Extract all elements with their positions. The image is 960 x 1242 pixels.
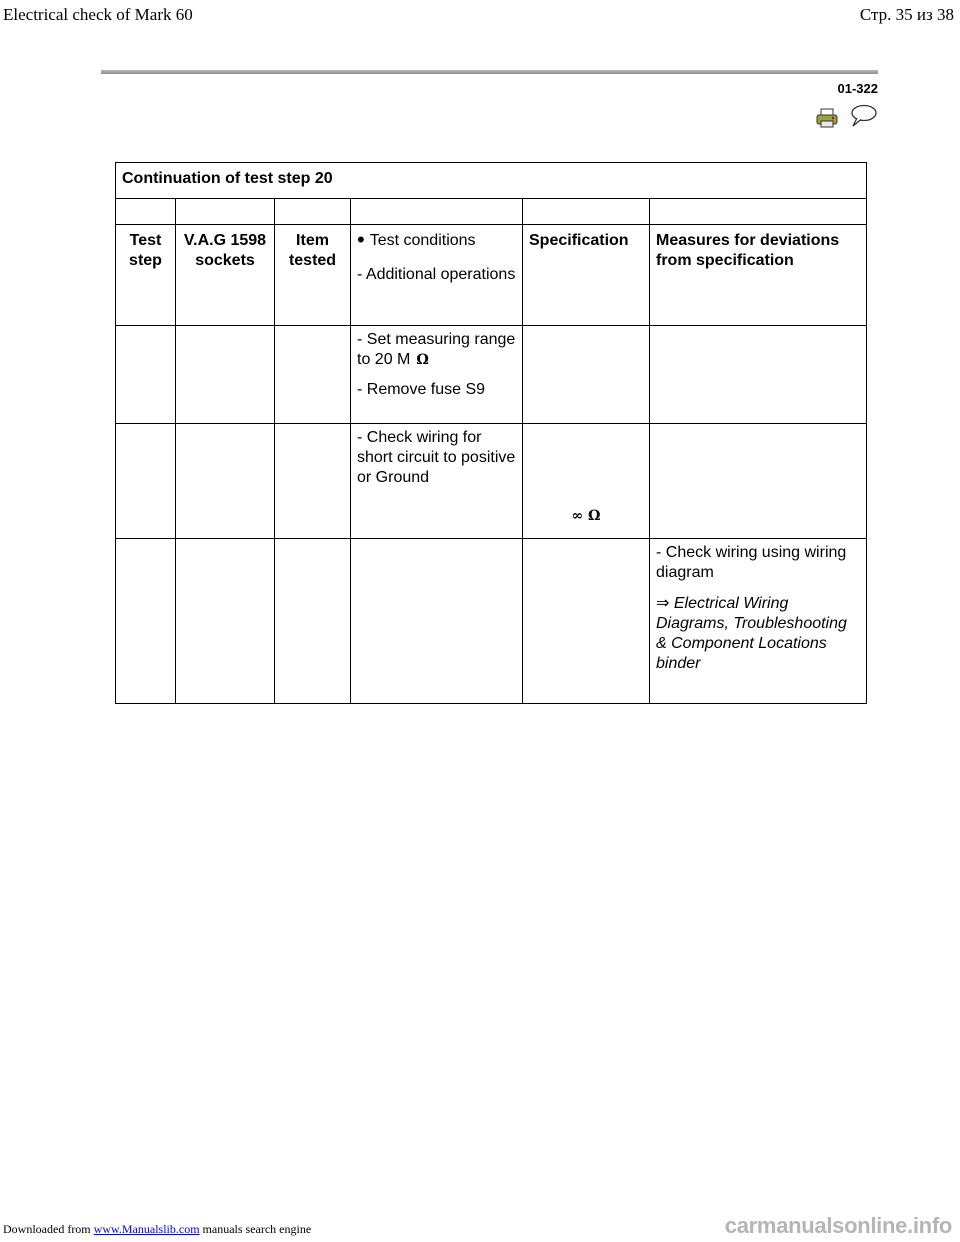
printer-icon[interactable] xyxy=(816,108,838,128)
page-counter: Стр. 35 из 38 xyxy=(859,5,954,24)
conditions-label: Test conditions xyxy=(369,232,476,249)
operations-cell xyxy=(351,424,523,539)
reference-link[interactable]: Electrical Wiring Diagrams, Troubleshooting & Component Locations binder xyxy=(656,595,847,672)
document-number: 01-322 xyxy=(837,81,878,96)
table-row xyxy=(116,424,867,539)
col-header-conditions xyxy=(351,225,523,326)
speech-bubble-icon[interactable] xyxy=(848,104,878,128)
col-header-item-tested: Item tested xyxy=(275,225,351,326)
table-row xyxy=(116,199,867,225)
manualslib-link[interactable]: www.Manualslib.com xyxy=(93,1222,200,1236)
footer-suffix: manuals search engine xyxy=(202,1222,312,1236)
col-header-specification: Specification xyxy=(523,225,650,326)
operation-text: - Check wiring for short circuit to positive or Ground xyxy=(357,429,516,486)
bullet-marker: • xyxy=(357,227,365,252)
footer-prefix: Downloaded from xyxy=(3,1222,91,1236)
col-header-test-step: Test step xyxy=(116,225,176,326)
table-row xyxy=(116,539,867,704)
specification-cell xyxy=(523,424,650,539)
watermark: carmanualsonline.info xyxy=(724,1213,952,1238)
table-header-row xyxy=(116,225,867,326)
document-title: Electrical check of Mark 60 xyxy=(3,5,193,24)
ohm-unit: Ω xyxy=(416,352,429,368)
operation-text: - Remove fuse S9 xyxy=(357,381,486,398)
browser-header xyxy=(0,0,960,34)
table-row xyxy=(116,326,867,424)
spec-value: ∞ Ω xyxy=(571,508,601,524)
col-header-measures: Measures for deviations from specification xyxy=(650,225,867,326)
download-footer xyxy=(3,1222,311,1237)
operation-text: - Set measuring range to 20 M xyxy=(357,331,516,368)
test-step-table xyxy=(115,162,867,704)
table-caption: Continuation of test step 20 xyxy=(116,163,867,199)
additional-ops-label: - Additional operations xyxy=(357,266,516,283)
reference-arrow-icon: ⇒ xyxy=(656,593,670,612)
col-header-sockets: V.A.G 1598 sockets xyxy=(176,225,275,326)
measure-text: - Check wiring using wiring diagram xyxy=(656,544,847,581)
operations-cell xyxy=(351,326,523,424)
measures-cell xyxy=(650,539,867,704)
top-rule-divider xyxy=(101,70,878,74)
